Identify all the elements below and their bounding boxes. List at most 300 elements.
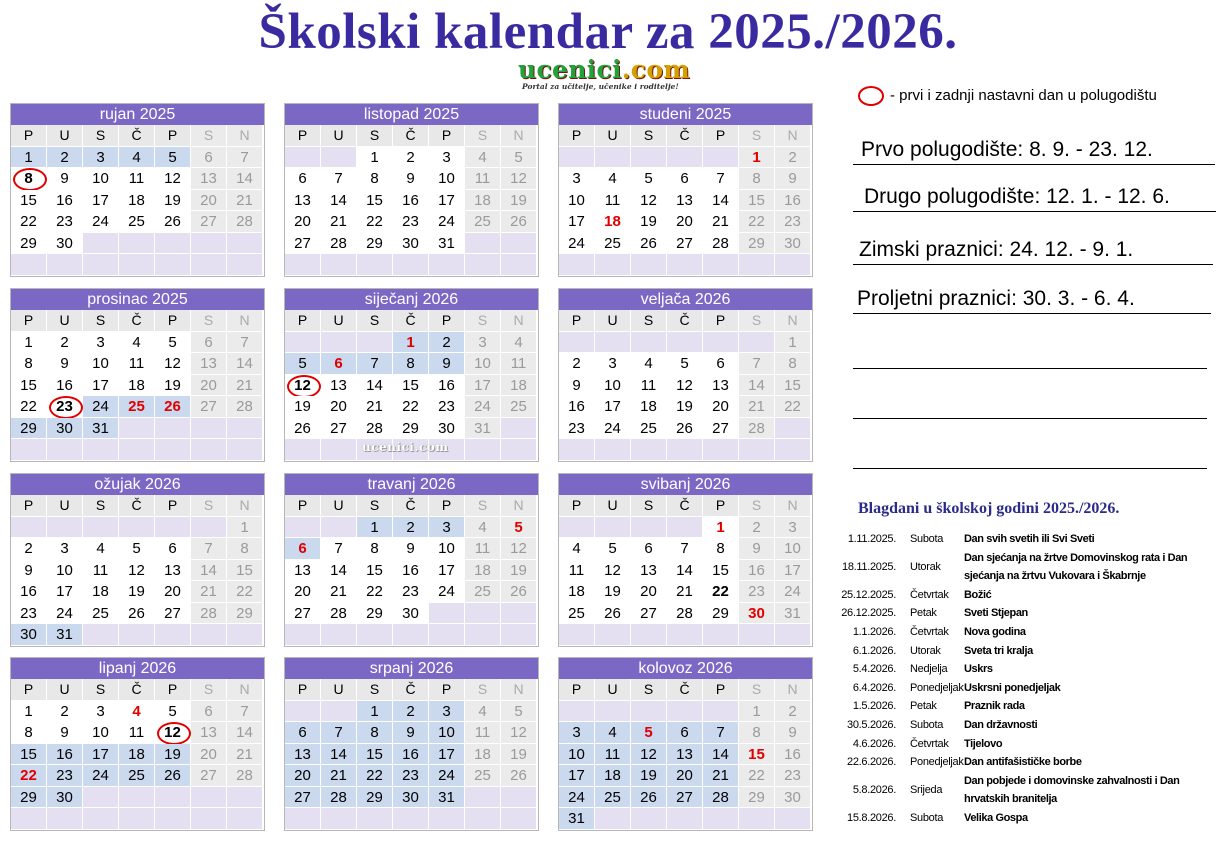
day-cell: 9 xyxy=(11,560,47,582)
month-calendar xyxy=(284,473,539,647)
day-cell: 5 xyxy=(501,701,537,723)
empty-cell xyxy=(83,624,119,646)
empty-cell xyxy=(667,701,703,723)
day-cell: 13 xyxy=(285,744,321,766)
empty-cell xyxy=(119,517,155,539)
holiday-row xyxy=(838,753,1208,772)
empty-cell xyxy=(285,701,321,723)
day-cell: 17 xyxy=(83,744,119,766)
day-cell: 13 xyxy=(191,353,227,375)
day-cell: 20 xyxy=(631,581,667,603)
day-cell: 5 xyxy=(501,147,537,169)
day-cell: 31 xyxy=(47,624,83,646)
day-cell: 28 xyxy=(357,418,393,440)
day-cell: 28 xyxy=(227,211,263,233)
weekday-header: Č xyxy=(667,495,703,517)
empty-cell xyxy=(119,254,155,276)
day-cell: 8 xyxy=(393,353,429,375)
red-ring-icon xyxy=(287,375,321,398)
day-cell: 31 xyxy=(775,603,811,625)
day-cell: 25 xyxy=(595,233,631,255)
day-cell: 5 xyxy=(285,353,321,375)
day-cell: 22 xyxy=(393,396,429,418)
day-cell: 22 xyxy=(739,765,775,787)
day-cell: 15 xyxy=(775,375,811,397)
day-cell: 21 xyxy=(321,211,357,233)
day-cell: 4 xyxy=(501,332,537,354)
holiday-row xyxy=(838,735,1208,754)
weekday-header: N xyxy=(227,495,263,517)
day-cell: 2 xyxy=(775,147,811,169)
empty-cell xyxy=(631,701,667,723)
empty-cell xyxy=(631,254,667,276)
weekday-header: S xyxy=(739,125,775,147)
holiday-weekday: Subota xyxy=(910,533,944,545)
day-cell: 16 xyxy=(559,396,595,418)
empty-cell xyxy=(191,418,227,440)
day-cell: 10 xyxy=(775,538,811,560)
holiday-row xyxy=(838,660,1208,679)
day-cell: 1 xyxy=(357,517,393,539)
holiday-name: Dan antifašističke borbe xyxy=(964,756,1082,769)
holiday-name: Uskrs xyxy=(964,663,993,676)
day-cell: 14 xyxy=(321,560,357,582)
empty-cell xyxy=(285,808,321,830)
day-cell: 3 xyxy=(775,517,811,539)
day-cell: 21 xyxy=(667,581,703,603)
holiday-date: 6.4.2026. xyxy=(852,681,896,694)
holiday-date: 15.8.2026. xyxy=(847,811,896,824)
day-cell: 12 xyxy=(631,190,667,212)
holidays-title: Blagdani u školskoj godini 2025./2026. xyxy=(858,500,1120,517)
empty-cell xyxy=(703,147,739,169)
weekday-header: Č xyxy=(119,679,155,701)
empty-cell xyxy=(227,254,263,276)
day-cell: 14 xyxy=(703,190,739,212)
month-calendar xyxy=(558,103,813,277)
holiday-date: 26.12.2025. xyxy=(841,607,896,620)
empty-cell xyxy=(501,603,537,625)
day-cell: 21 xyxy=(191,581,227,603)
weekday-header: P xyxy=(703,495,739,517)
day-cell: 8 xyxy=(11,168,47,190)
day-cell: 10 xyxy=(429,722,465,744)
empty-cell xyxy=(703,624,739,646)
logo-domain: .com xyxy=(621,55,691,84)
weekday-header: U xyxy=(47,495,83,517)
month-calendar xyxy=(10,288,265,462)
empty-cell xyxy=(227,233,263,255)
day-cell: 21 xyxy=(739,396,775,418)
logo-tagline: Portal za učitelje, učenike i roditelje! xyxy=(522,82,679,91)
empty-cell xyxy=(393,254,429,276)
empty-cell xyxy=(321,254,357,276)
day-cell: 20 xyxy=(667,211,703,233)
holidays-list xyxy=(838,530,1208,828)
day-cell: 20 xyxy=(285,765,321,787)
day-cell: 12 xyxy=(631,744,667,766)
day-cell: 22 xyxy=(11,211,47,233)
day-cell: 2 xyxy=(11,538,47,560)
day-cell: 15 xyxy=(357,190,393,212)
empty-cell xyxy=(667,439,703,461)
day-cell: 16 xyxy=(393,560,429,582)
holiday-date: 5.8.2026. xyxy=(852,784,896,797)
day-cell: 3 xyxy=(559,168,595,190)
month-title: svibanj 2026 xyxy=(559,474,812,495)
day-cell: 19 xyxy=(631,765,667,787)
day-cell: 17 xyxy=(47,581,83,603)
day-cell: 10 xyxy=(83,722,119,744)
day-cell: 29 xyxy=(11,418,47,440)
day-cell: 17 xyxy=(559,765,595,787)
empty-cell xyxy=(429,808,465,830)
holiday-weekday: Nedjelja xyxy=(910,663,948,676)
day-cell: 5 xyxy=(119,538,155,560)
day-cell: 6 xyxy=(191,147,227,169)
weekday-header: P xyxy=(155,125,191,147)
day-cell: 24 xyxy=(429,581,465,603)
day-cell: 18 xyxy=(595,211,631,233)
day-cell: 10 xyxy=(559,744,595,766)
empty-cell xyxy=(595,332,631,354)
day-cell: 18 xyxy=(119,744,155,766)
weekday-header: N xyxy=(227,125,263,147)
day-cell: 12 xyxy=(595,560,631,582)
empty-cell xyxy=(429,603,465,625)
empty-cell xyxy=(631,517,667,539)
day-cell: 15 xyxy=(357,744,393,766)
day-cell: 13 xyxy=(191,168,227,190)
day-cell: 3 xyxy=(47,538,83,560)
month-calendar xyxy=(558,657,813,831)
weekday-header: P xyxy=(285,310,321,332)
day-cell: 2 xyxy=(739,517,775,539)
day-cell: 21 xyxy=(227,375,263,397)
day-cell: 24 xyxy=(429,211,465,233)
empty-cell xyxy=(429,624,465,646)
day-cell: 22 xyxy=(739,211,775,233)
day-cell: 23 xyxy=(47,765,83,787)
red-ring-icon xyxy=(858,86,884,106)
weekday-header: N xyxy=(501,679,537,701)
day-cell: 5 xyxy=(155,332,191,354)
day-cell: 6 xyxy=(155,538,191,560)
empty-cell xyxy=(595,254,631,276)
empty-cell xyxy=(703,808,739,830)
day-cell: 28 xyxy=(191,603,227,625)
weekday-header: P xyxy=(703,310,739,332)
day-cell: 26 xyxy=(631,233,667,255)
weekday-header: U xyxy=(595,125,631,147)
weekday-header: N xyxy=(501,310,537,332)
month-title: lipanj 2026 xyxy=(11,658,264,679)
weekday-header: P xyxy=(559,125,595,147)
weekday-header: P xyxy=(429,495,465,517)
day-cell: 18 xyxy=(465,744,501,766)
empty-cell xyxy=(739,254,775,276)
weekday-header: P xyxy=(155,679,191,701)
empty-cell xyxy=(191,517,227,539)
weekday-header: P xyxy=(11,679,47,701)
empty-cell xyxy=(47,517,83,539)
empty-cell xyxy=(501,624,537,646)
day-cell: 9 xyxy=(429,353,465,375)
weekday-header: P xyxy=(11,310,47,332)
day-cell: 30 xyxy=(47,787,83,809)
day-cell: 12 xyxy=(501,722,537,744)
day-cell: 14 xyxy=(191,560,227,582)
day-cell: 2 xyxy=(393,147,429,169)
day-cell: 9 xyxy=(393,722,429,744)
red-ring-icon xyxy=(157,722,191,745)
empty-cell xyxy=(285,517,321,539)
day-cell: 24 xyxy=(775,581,811,603)
weekday-header: P xyxy=(559,310,595,332)
day-cell: 8 xyxy=(227,538,263,560)
day-cell: 9 xyxy=(775,722,811,744)
weekday-header: S xyxy=(83,310,119,332)
weekday-header: N xyxy=(227,310,263,332)
day-cell: 26 xyxy=(631,787,667,809)
day-cell: 18 xyxy=(465,560,501,582)
holiday-row xyxy=(838,623,1208,642)
holiday-name: Dan državnosti xyxy=(964,718,1038,731)
empty-cell xyxy=(501,418,537,440)
empty-cell xyxy=(465,603,501,625)
month-calendar xyxy=(558,473,813,647)
day-cell: 14 xyxy=(703,744,739,766)
day-cell: 11 xyxy=(83,560,119,582)
day-cell: 16 xyxy=(393,744,429,766)
day-cell: 19 xyxy=(667,396,703,418)
day-cell: 18 xyxy=(465,190,501,212)
weekday-header: P xyxy=(559,495,595,517)
month-calendar xyxy=(284,103,539,277)
day-cell: 5 xyxy=(667,353,703,375)
empty-cell xyxy=(595,147,631,169)
weekday-header: P xyxy=(285,679,321,701)
day-cell: 16 xyxy=(47,375,83,397)
day-cell: 27 xyxy=(155,603,191,625)
empty-cell xyxy=(775,418,811,440)
day-cell: 12 xyxy=(119,560,155,582)
day-cell: 12 xyxy=(285,375,321,397)
day-cell: 8 xyxy=(357,168,393,190)
weekday-header: S xyxy=(739,679,775,701)
weekday-header: S xyxy=(191,495,227,517)
day-cell: 8 xyxy=(703,538,739,560)
day-cell: 30 xyxy=(47,233,83,255)
empty-cell xyxy=(227,624,263,646)
empty-cell xyxy=(321,624,357,646)
day-cell: 5 xyxy=(501,517,537,539)
weekday-header: P xyxy=(429,679,465,701)
day-cell: 22 xyxy=(357,581,393,603)
day-cell: 10 xyxy=(559,190,595,212)
day-cell: 4 xyxy=(83,538,119,560)
month-title: listopad 2025 xyxy=(285,104,538,125)
day-cell: 13 xyxy=(321,375,357,397)
day-cell: 24 xyxy=(595,418,631,440)
day-cell: 28 xyxy=(703,233,739,255)
day-cell: 13 xyxy=(703,375,739,397)
day-cell: 11 xyxy=(595,190,631,212)
empty-cell xyxy=(595,808,631,830)
holiday-row xyxy=(838,772,1208,809)
day-cell: 22 xyxy=(357,211,393,233)
empty-cell xyxy=(595,439,631,461)
day-cell: 14 xyxy=(739,375,775,397)
day-cell: 25 xyxy=(501,396,537,418)
weekday-header: S xyxy=(465,310,501,332)
holiday-weekday: Subota xyxy=(910,718,944,731)
weekday-header: P xyxy=(11,495,47,517)
day-cell: 5 xyxy=(595,538,631,560)
day-cell: 25 xyxy=(119,765,155,787)
day-cell: 1 xyxy=(357,147,393,169)
holiday-row xyxy=(838,586,1208,605)
day-cell: 24 xyxy=(465,396,501,418)
day-cell: 2 xyxy=(393,701,429,723)
day-cell: 13 xyxy=(667,190,703,212)
day-cell: 21 xyxy=(321,765,357,787)
day-cell: 4 xyxy=(595,168,631,190)
month-title: veljača 2026 xyxy=(559,289,812,310)
day-cell: 2 xyxy=(393,517,429,539)
weekday-header: S xyxy=(357,125,393,147)
site-logo[interactable] xyxy=(518,55,718,91)
day-cell: 30 xyxy=(393,233,429,255)
weekday-header: P xyxy=(559,679,595,701)
weekday-header: S xyxy=(83,495,119,517)
month-title: rujan 2025 xyxy=(11,104,264,125)
day-cell: 3 xyxy=(83,701,119,723)
weekday-header: Č xyxy=(119,495,155,517)
day-cell: 26 xyxy=(501,581,537,603)
day-cell: 12 xyxy=(155,722,191,744)
empty-cell xyxy=(155,624,191,646)
empty-cell xyxy=(667,517,703,539)
empty-cell xyxy=(559,517,595,539)
day-cell: 11 xyxy=(119,722,155,744)
empty-cell xyxy=(739,332,775,354)
day-cell: 18 xyxy=(119,375,155,397)
day-cell: 14 xyxy=(357,375,393,397)
day-cell: 4 xyxy=(559,538,595,560)
holiday-row xyxy=(838,530,1208,549)
month-title: siječanj 2026 xyxy=(285,289,538,310)
empty-cell xyxy=(47,439,83,461)
empty-cell xyxy=(595,701,631,723)
day-cell: 31 xyxy=(83,418,119,440)
weekday-header: P xyxy=(155,495,191,517)
empty-cell xyxy=(155,787,191,809)
day-cell: 14 xyxy=(227,353,263,375)
holiday-name: Uskrsni ponedjeljak xyxy=(964,681,1061,694)
day-cell: 19 xyxy=(119,581,155,603)
period-winter-break: Zimski praznici: 24. 12. - 9. 1. xyxy=(853,236,1213,265)
day-cell: 31 xyxy=(465,418,501,440)
day-cell: 2 xyxy=(429,332,465,354)
holiday-date: 1.1.2026. xyxy=(852,625,896,638)
day-cell: 28 xyxy=(227,765,263,787)
day-cell: 12 xyxy=(155,353,191,375)
day-cell: 21 xyxy=(227,744,263,766)
day-cell: 10 xyxy=(47,560,83,582)
day-cell: 27 xyxy=(191,211,227,233)
day-cell: 23 xyxy=(47,211,83,233)
day-cell: 8 xyxy=(357,538,393,560)
day-cell: 21 xyxy=(703,211,739,233)
day-cell: 24 xyxy=(83,396,119,418)
holiday-row xyxy=(838,697,1208,716)
day-cell: 10 xyxy=(465,353,501,375)
day-cell: 28 xyxy=(321,603,357,625)
weekday-header: P xyxy=(429,310,465,332)
day-cell: 27 xyxy=(191,396,227,418)
empty-cell xyxy=(155,517,191,539)
month-title: prosinac 2025 xyxy=(11,289,264,310)
day-cell: 23 xyxy=(775,765,811,787)
weekday-header: N xyxy=(501,125,537,147)
holiday-date: 22.6.2026. xyxy=(847,756,896,769)
weekday-header: S xyxy=(739,310,775,332)
day-cell: 13 xyxy=(285,560,321,582)
day-cell: 17 xyxy=(429,744,465,766)
weekday-header: U xyxy=(595,310,631,332)
weekday-header: U xyxy=(47,679,83,701)
day-cell: 14 xyxy=(667,560,703,582)
day-cell: 18 xyxy=(83,581,119,603)
holiday-date: 1.11.2025. xyxy=(847,533,896,545)
day-cell: 4 xyxy=(631,353,667,375)
day-cell: 20 xyxy=(191,375,227,397)
empty-cell xyxy=(321,332,357,354)
month-title: travanj 2026 xyxy=(285,474,538,495)
holiday-weekday: Petak xyxy=(910,607,937,620)
blank-line xyxy=(853,418,1207,419)
day-cell: 10 xyxy=(83,353,119,375)
weekday-header: S xyxy=(739,495,775,517)
weekday-header: U xyxy=(321,679,357,701)
holiday-name: Dan pobjede i domovinske zahvalnosti i Dan hrvatskih branitelja xyxy=(964,774,1180,806)
empty-cell xyxy=(11,517,47,539)
day-cell: 3 xyxy=(429,147,465,169)
day-cell: 14 xyxy=(321,744,357,766)
day-cell: 20 xyxy=(703,396,739,418)
day-cell: 3 xyxy=(595,353,631,375)
day-cell: 19 xyxy=(155,375,191,397)
day-cell: 30 xyxy=(775,233,811,255)
blank-line xyxy=(853,468,1207,469)
day-cell: 13 xyxy=(191,722,227,744)
holiday-weekday: Četvrtak xyxy=(910,737,949,750)
day-cell: 13 xyxy=(631,560,667,582)
day-cell: 28 xyxy=(227,396,263,418)
holiday-weekday: Utorak xyxy=(910,644,941,657)
day-cell: 17 xyxy=(429,190,465,212)
day-cell: 26 xyxy=(155,396,191,418)
weekday-header: U xyxy=(47,310,83,332)
day-cell: 2 xyxy=(559,353,595,375)
day-cell: 24 xyxy=(47,603,83,625)
day-cell: 18 xyxy=(631,396,667,418)
holiday-weekday: Utorak xyxy=(910,560,941,573)
day-cell: 29 xyxy=(739,787,775,809)
empty-cell xyxy=(501,787,537,809)
weekday-header: Č xyxy=(393,679,429,701)
